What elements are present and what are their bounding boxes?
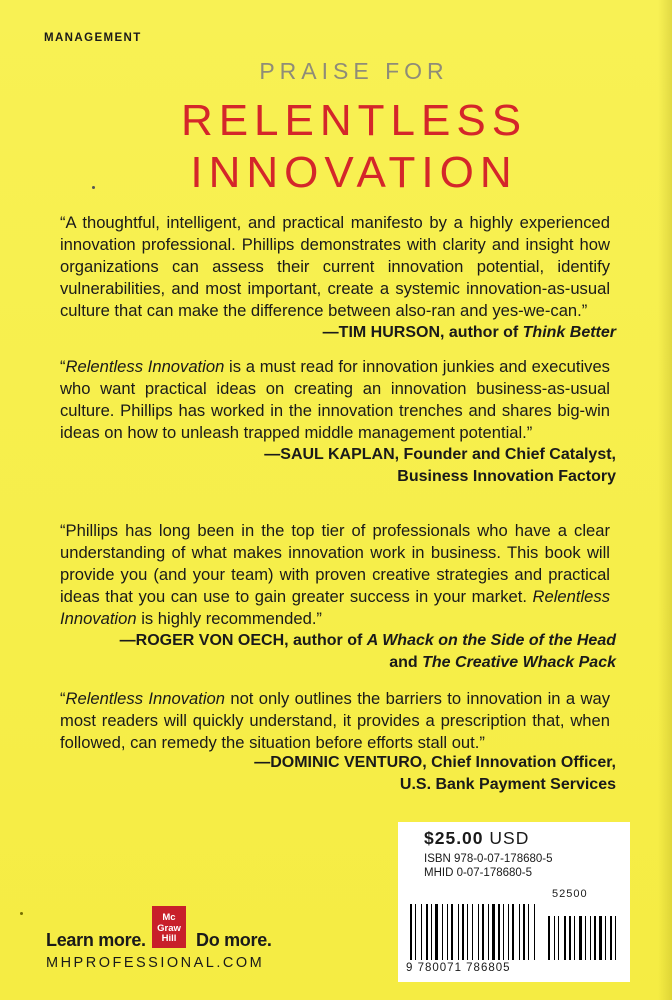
barcode-bar	[462, 904, 464, 960]
barcode-bar	[482, 904, 484, 960]
barcode-bar	[435, 904, 438, 960]
barcode-bar	[458, 904, 459, 960]
attribution-name: —ROGER VON OECH, author of	[119, 632, 367, 649]
quote-hurson	[60, 212, 610, 322]
barcode-bar	[503, 904, 504, 960]
addon-bar	[590, 916, 591, 960]
barcode-bar	[431, 904, 432, 960]
book-title-line2: INNOVATION	[190, 148, 518, 197]
logo-text: Graw	[157, 922, 181, 934]
quote-book-title: Relentless Innovation	[65, 689, 225, 708]
barcode-icon	[408, 904, 540, 962]
quote-text: is a must read for innovation junkies and executives who want practical ideas on creating an innovation business-as-usual culture. Phillips has worked in the innovation trenches and shares big-win ideas on how to unleash trapped middle management potential.”	[60, 357, 610, 442]
addon-bar	[579, 916, 582, 960]
attribution-book: The Creative Whack Pack	[422, 654, 616, 671]
barcode-bar	[488, 904, 489, 960]
attribution-line	[56, 652, 616, 674]
quote-book-title: Relentless Innovation	[65, 357, 225, 376]
logo-text: Mc	[162, 912, 176, 923]
isbn-number: ISBN 978-0-07-178680-5	[424, 853, 553, 865]
attribution-book: Think Better	[522, 324, 616, 341]
price-label	[424, 828, 529, 849]
category-label: MANAGEMENT	[44, 32, 142, 44]
quote-book-title: Relentless Innovation	[60, 587, 610, 628]
book-title-line1: RELENTLESS	[180, 96, 528, 145]
addon-bar	[558, 916, 559, 960]
attribution-book: A Whack on the Side of the Head	[366, 632, 616, 649]
addon-bar	[610, 916, 612, 960]
addon-bar	[599, 916, 602, 960]
barcode-bar	[442, 904, 443, 960]
attribution-kaplan	[56, 444, 616, 488]
attribution-line: U.S. Bank Payment Services	[399, 776, 616, 793]
barcode-bar	[451, 904, 453, 960]
quote-text: “A thoughtful, intelligent, and practical manifesto by a highly experienced innovation professional. Phillips demonstrates with clarity and insight how organizations can assess their current innovation potential, identify vulnerabilities, and most important, create a systemic innovation-as-usual culture that can make the difference between also-ran and yes-we-can.”	[60, 213, 610, 320]
open-quote: “	[60, 689, 66, 708]
barcode-bar	[508, 904, 509, 960]
price-barcode-box	[398, 822, 630, 982]
attribution-line: —DOMINIC VENTURO, Chief Innovation Officer,	[254, 754, 616, 771]
attribution-venturo	[56, 752, 616, 796]
publisher-logo	[152, 906, 186, 948]
quote-text: not only outlines the barriers to innovation in a way most readers will quickly understand, it provides a prescription that, when followed, can remedy the situation before efforts stall out.”	[60, 689, 610, 752]
attribution-name: —TIM HURSON, author of	[322, 324, 523, 341]
addon-bar	[554, 916, 555, 960]
barcode-bar	[467, 904, 468, 960]
quote-venturo	[60, 688, 610, 754]
barcode-bar	[415, 904, 416, 960]
mhid-number: MHID 0-07-178680-5	[424, 867, 533, 879]
barcode-bar	[421, 904, 422, 960]
attribution-conjunction: and	[389, 654, 423, 671]
barcode-bar	[512, 904, 514, 960]
barcode-bar	[523, 904, 525, 960]
barcode-bar	[447, 904, 448, 960]
barcode-bar	[472, 904, 473, 960]
addon-barcode-icon	[546, 902, 620, 962]
barcode-bar	[519, 904, 520, 960]
website-url: MHPROFESSIONAL.COM	[46, 955, 265, 971]
logo-text: Hill	[161, 933, 177, 944]
attribution-hurson	[56, 322, 616, 344]
barcode-bar	[534, 904, 535, 960]
addon-bar	[564, 916, 566, 960]
addon-bar	[574, 916, 575, 960]
print-speck	[20, 912, 23, 915]
quote-von-oech	[60, 520, 610, 630]
barcode-bar	[410, 904, 412, 960]
barcode-bar	[528, 904, 529, 960]
barcode-bar	[498, 904, 500, 960]
attribution-line: —SAUL KAPLAN, Founder and Chief Catalyst,	[264, 446, 616, 463]
open-quote: “	[60, 357, 66, 376]
price-currency: USD	[489, 828, 530, 848]
praise-heading: PRAISE FOR	[259, 58, 449, 84]
addon-bar	[585, 916, 586, 960]
price-amount: $25.00	[424, 828, 484, 848]
attribution-von-oech	[56, 630, 616, 674]
quote-text-end: is highly recommended.”	[136, 609, 322, 628]
barcode-number: 9 780071 786805	[406, 962, 511, 974]
addon-bar	[605, 916, 606, 960]
slogan-do-more: Do more.	[196, 930, 272, 950]
slogan-learn-more: Learn more.	[46, 930, 146, 950]
quote-text: “Phillips has long been in the top tier of professionals who have a clear understanding of what makes innovation work in business. This book will provide you (and your team) with proven creative strategies and practical ideas that you can use to gain greater success in your market.	[60, 521, 610, 606]
addon-bar	[569, 916, 571, 960]
addon-bar	[594, 916, 596, 960]
addon-code: 52500	[552, 888, 588, 900]
attribution-line: Business Innovation Factory	[397, 468, 616, 485]
quote-kaplan	[60, 356, 610, 444]
barcode-bar	[426, 904, 428, 960]
addon-bar	[615, 916, 616, 960]
barcode-bar	[478, 904, 479, 960]
isbn-block	[424, 852, 553, 880]
attribution-line	[56, 630, 616, 652]
barcode-bar	[492, 904, 495, 960]
addon-bar	[548, 916, 550, 960]
